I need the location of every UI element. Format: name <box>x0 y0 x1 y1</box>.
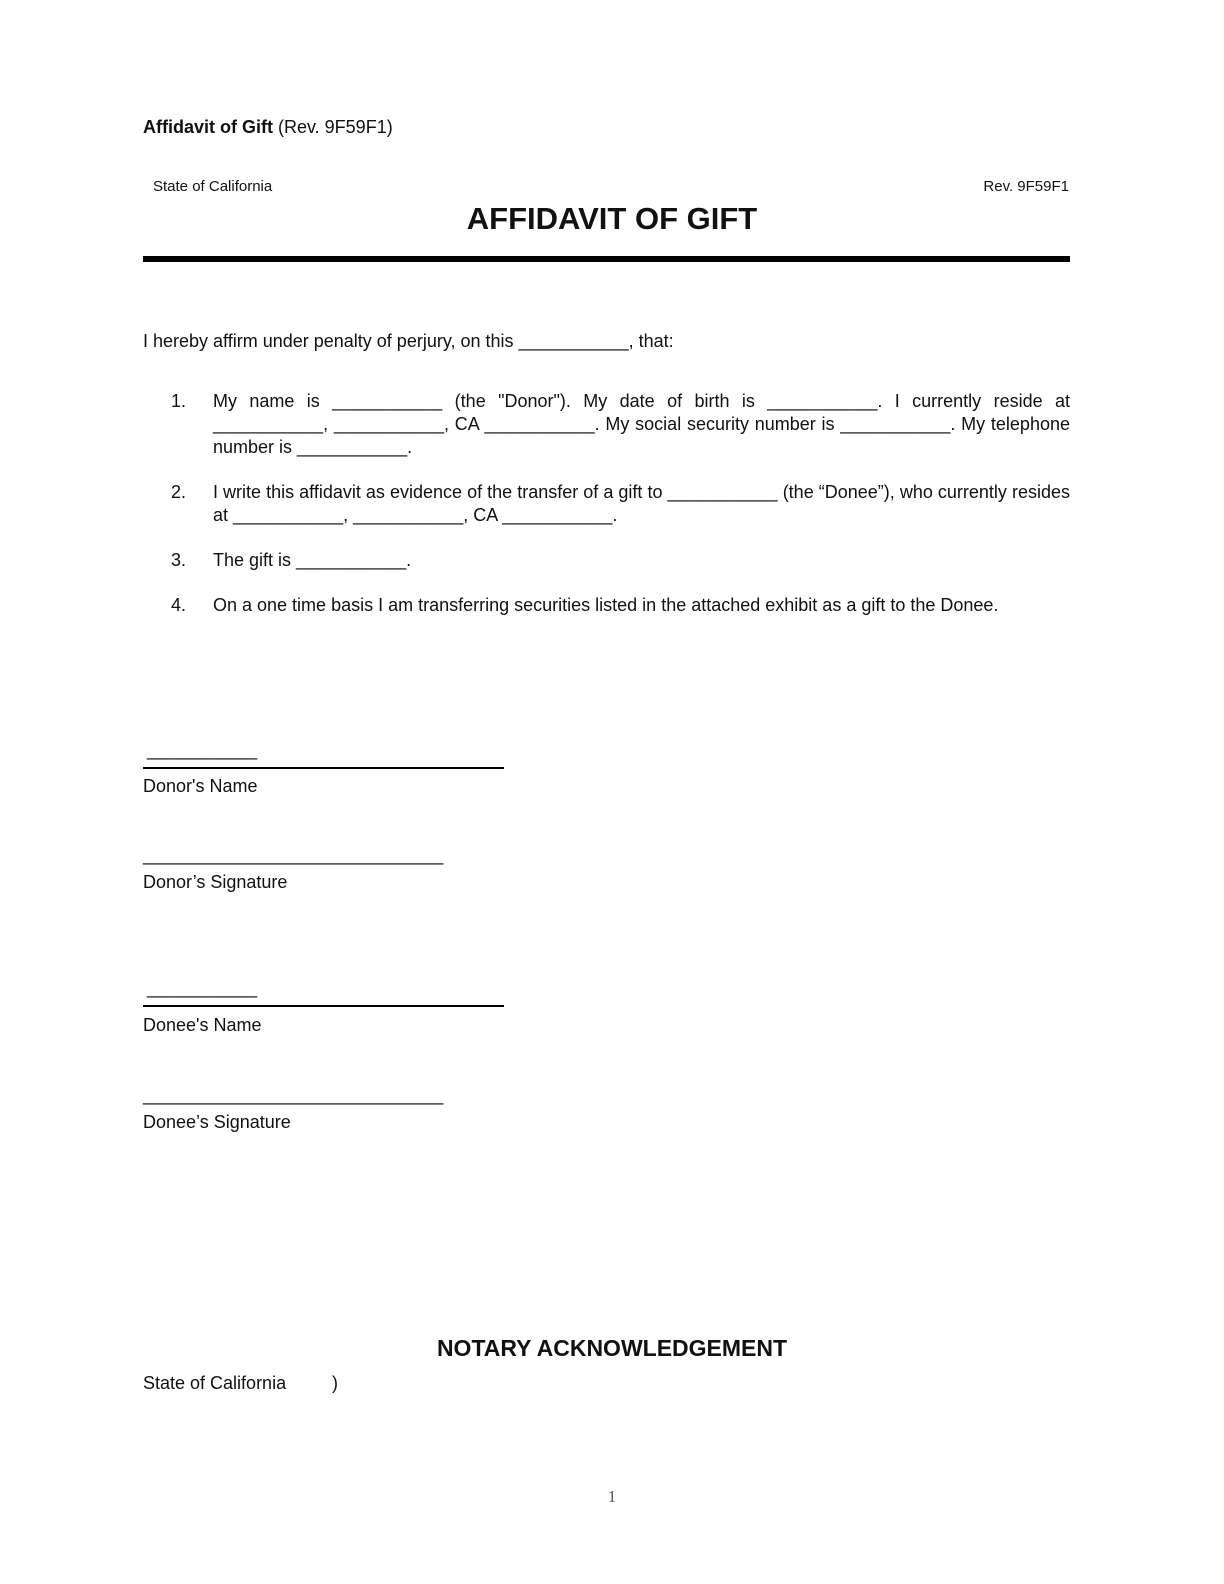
state-label: State of California <box>153 178 273 195</box>
item-number: 3. <box>171 550 187 570</box>
item-number: 4. <box>171 595 187 615</box>
donor-name-fill: ___________ <box>147 740 258 760</box>
notary-title: NOTARY ACKNOWLEDGEMENT <box>436 1335 788 1361</box>
item-text: The gift is ___________. <box>213 550 412 570</box>
notary-state-label: State of California <box>143 1373 287 1393</box>
title-rule <box>143 256 1070 262</box>
revision-label: Rev. 9F59F1 <box>983 178 1069 195</box>
list-item <box>143 390 1070 459</box>
list-item <box>143 594 1070 617</box>
donor-name-rule <box>143 767 504 769</box>
list-item <box>143 549 1070 572</box>
donee-signature-label: Donee’s Signature <box>143 1112 291 1132</box>
item-text: I write this affidavit as evidence of the transfer of a gift to ___________ (the “Donee”), who currently resides at ___________, ___________, CA ___________. <box>213 482 1070 525</box>
main-title: AFFIDAVIT OF GIFT <box>466 201 758 236</box>
intro-statement: I hereby affirm under penalty of perjury, on this ___________, that: <box>143 331 674 351</box>
item-number: 1. <box>171 391 187 411</box>
item-text: On a one time basis I am transferring securities listed in the attached exhibit as a gift to the Donee. <box>213 595 999 615</box>
donee-name-rule <box>143 1005 504 1007</box>
notary-state-paren: ) <box>332 1373 338 1393</box>
donor-signature-label: Donor’s Signature <box>143 872 288 892</box>
donor-signature-line: ______________________________ <box>143 845 444 865</box>
document-heading-title: Affidavit of Gift <box>143 117 273 137</box>
donor-name-label: Donor's Name <box>143 776 258 796</box>
item-text: My name is ___________ (the "Donor"). My date of birth is ___________. I currently reside at ___________, ___________, CA ___________. My social security number is ___________. My telephone number is ___________. <box>213 391 1070 457</box>
document-heading <box>143 117 393 138</box>
page-number: 1 <box>607 1487 617 1506</box>
affidavit-items <box>143 390 1070 639</box>
donee-signature-line: ______________________________ <box>143 1085 444 1105</box>
list-item <box>143 481 1070 527</box>
donee-name-label: Donee's Name <box>143 1015 262 1035</box>
item-number: 2. <box>171 482 187 502</box>
document-heading-revision: (Rev. 9F59F1) <box>278 117 393 137</box>
donee-name-fill: ___________ <box>147 978 258 998</box>
